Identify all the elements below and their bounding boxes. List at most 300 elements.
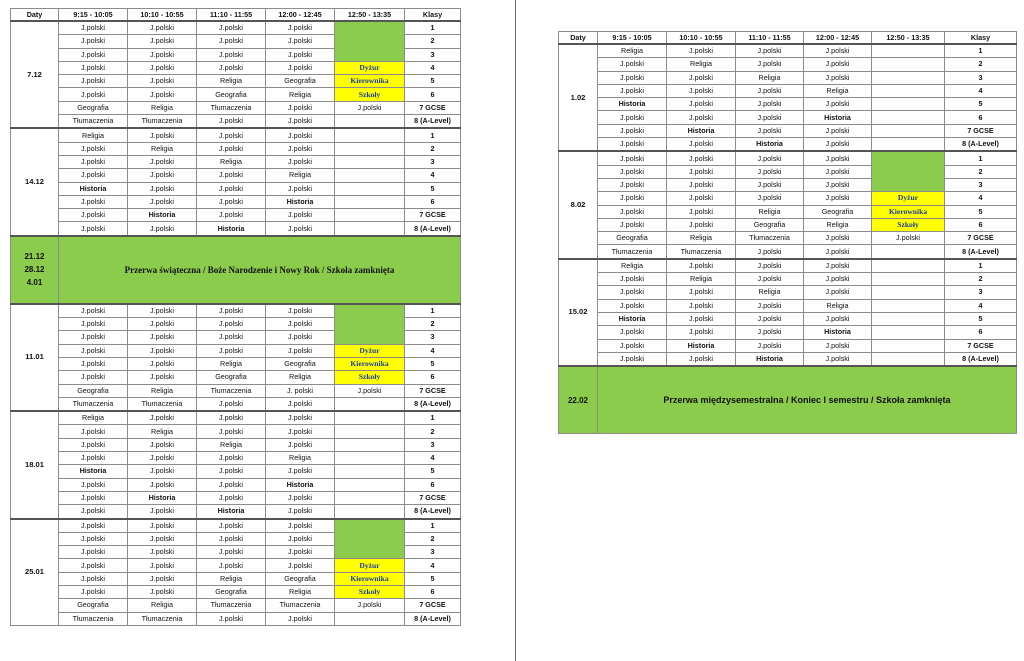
lesson-cell: J.polski xyxy=(804,98,872,111)
lesson-cell: J.polski xyxy=(266,612,335,625)
duty-green-cell xyxy=(335,519,405,559)
table-row xyxy=(559,218,1017,231)
lesson-cell: J.polski xyxy=(598,178,667,191)
table-row xyxy=(11,357,461,370)
lesson-cell: J.polski xyxy=(266,304,335,318)
table-row xyxy=(11,371,461,384)
lesson-cell: J.polski xyxy=(59,546,128,559)
class-cell: 8 (A-Level) xyxy=(405,505,461,519)
table-row xyxy=(11,75,461,88)
lesson-cell: J.polski xyxy=(667,178,736,191)
lesson-cell: J.polski xyxy=(59,572,128,585)
break-date: 28.12 xyxy=(24,265,45,275)
table-row xyxy=(11,169,461,182)
lesson-cell: J.polski xyxy=(197,318,266,331)
lesson-cell: Religia xyxy=(128,384,197,397)
lesson-cell: Historia xyxy=(804,111,872,124)
class-cell: 2 xyxy=(405,318,461,331)
lesson-cell xyxy=(872,312,945,325)
lesson-cell: J.polski xyxy=(266,505,335,519)
duty-green-cell xyxy=(872,151,945,191)
lesson-cell: J.polski xyxy=(804,192,872,205)
lesson-cell: J.polski xyxy=(59,195,128,208)
week-date: 7.12 xyxy=(11,21,59,128)
class-cell: 6 xyxy=(405,478,461,491)
lesson-cell: J.polski xyxy=(667,299,736,312)
lesson-cell: J.polski xyxy=(128,155,197,168)
lesson-cell: J.polski xyxy=(197,128,266,142)
lesson-cell: Historia xyxy=(59,182,128,195)
lesson-cell: Tłumaczenia xyxy=(197,384,266,397)
lesson-cell: J.polski xyxy=(128,452,197,465)
lesson-cell: Religia xyxy=(804,84,872,97)
lesson-cell xyxy=(872,245,945,259)
class-cell: 4 xyxy=(405,169,461,182)
lesson-cell xyxy=(872,98,945,111)
lesson-cell: J.polski xyxy=(598,326,667,339)
class-cell: 1 xyxy=(945,151,1017,165)
lesson-cell: Religia xyxy=(736,71,804,84)
class-cell: 6 xyxy=(945,218,1017,231)
lesson-cell: J.polski xyxy=(266,48,335,61)
class-cell: 3 xyxy=(945,286,1017,299)
table-row xyxy=(559,205,1017,218)
table-row xyxy=(559,124,1017,137)
lesson-cell: J.polski xyxy=(128,572,197,585)
lesson-cell: J.polski xyxy=(59,75,128,88)
lesson-cell: J.polski xyxy=(598,124,667,137)
lesson-cell: J.polski xyxy=(667,352,736,366)
lesson-cell: J.polski xyxy=(266,532,335,545)
class-cell: 5 xyxy=(405,75,461,88)
break-text: Przerwa międzysemestralna / Koniec I semestru / Szkoła zamknięta xyxy=(598,366,1017,434)
table-row xyxy=(559,111,1017,124)
table-row xyxy=(559,98,1017,111)
lesson-cell: Historia xyxy=(266,195,335,208)
lesson-cell: J.polski xyxy=(59,532,128,545)
lesson-cell: J.polski xyxy=(197,331,266,344)
lesson-cell xyxy=(335,505,405,519)
lesson-cell: J.polski xyxy=(667,151,736,165)
lesson-cell: J.polski xyxy=(266,344,335,357)
table-row xyxy=(559,58,1017,71)
duty-label: Kierownika xyxy=(335,357,405,370)
lesson-cell: J.polski xyxy=(335,101,405,114)
lesson-cell: J.polski xyxy=(736,165,804,178)
break-date: 22.02 xyxy=(567,395,589,405)
lesson-cell: Religia xyxy=(128,599,197,612)
table-row xyxy=(559,286,1017,299)
class-cell: 4 xyxy=(405,61,461,74)
lesson-cell: J.polski xyxy=(266,465,335,478)
lesson-cell xyxy=(872,58,945,71)
lesson-cell: Religia xyxy=(59,128,128,142)
lesson-cell: J.polski xyxy=(197,115,266,129)
break-row xyxy=(559,366,1017,434)
class-cell: 5 xyxy=(405,572,461,585)
lesson-cell: J.polski xyxy=(59,169,128,182)
lesson-cell: J.polski xyxy=(266,128,335,142)
duty-label: Dyżur xyxy=(872,192,945,205)
lesson-cell: J.polski xyxy=(128,48,197,61)
lesson-cell: J.polski xyxy=(736,245,804,259)
lesson-cell: J.polski xyxy=(804,138,872,152)
lesson-cell xyxy=(872,326,945,339)
class-cell: 5 xyxy=(405,182,461,195)
lesson-cell: J.polski xyxy=(266,411,335,425)
lesson-cell: J.polski xyxy=(59,304,128,318)
lesson-cell: J.polski xyxy=(197,61,266,74)
table-row xyxy=(11,452,461,465)
week-date: 11.01 xyxy=(11,304,59,411)
lesson-cell: J.polski xyxy=(266,21,335,35)
lesson-cell xyxy=(335,397,405,411)
lesson-cell: J.polski xyxy=(598,58,667,71)
lesson-cell: Historia xyxy=(128,491,197,504)
lesson-cell: J.polski xyxy=(266,35,335,48)
lesson-cell: J.polski xyxy=(197,195,266,208)
table-row xyxy=(559,312,1017,325)
lesson-cell: J.polski xyxy=(598,138,667,152)
table-row xyxy=(559,192,1017,205)
lesson-cell: J.polski xyxy=(804,71,872,84)
header-cell: 12:00 - 12:45 xyxy=(266,9,335,22)
lesson-cell: Religia xyxy=(197,357,266,370)
lesson-cell: J.polski xyxy=(266,222,335,236)
page-divider xyxy=(515,0,516,661)
lesson-cell: J.polski xyxy=(736,124,804,137)
table-row xyxy=(11,411,461,425)
lesson-cell xyxy=(335,128,405,142)
duty-label: Szkoły xyxy=(335,371,405,384)
lesson-cell: J.polski xyxy=(197,465,266,478)
lesson-cell: J.polski xyxy=(197,411,266,425)
table-row xyxy=(11,505,461,519)
lesson-cell: Religia xyxy=(128,425,197,438)
lesson-cell: Historia xyxy=(128,209,197,222)
class-cell: 3 xyxy=(405,546,461,559)
lesson-cell: J.polski xyxy=(598,352,667,366)
class-cell: 2 xyxy=(945,58,1017,71)
duty-label: Szkoły xyxy=(872,218,945,231)
class-cell: 7 GCSE xyxy=(405,101,461,114)
lesson-cell: J.polski xyxy=(667,84,736,97)
lesson-cell: J.polski xyxy=(266,438,335,451)
lesson-cell: J.polski xyxy=(197,425,266,438)
header-cell: 9:15 - 10:05 xyxy=(59,9,128,22)
lesson-cell: Tłumaczenia xyxy=(128,612,197,625)
lesson-cell xyxy=(872,286,945,299)
class-cell: 8 (A-Level) xyxy=(945,245,1017,259)
lesson-cell: J.polski xyxy=(804,352,872,366)
lesson-cell: J.polski xyxy=(598,205,667,218)
lesson-cell: J.polski xyxy=(736,58,804,71)
lesson-cell: Religia xyxy=(667,58,736,71)
lesson-cell: J.polski xyxy=(667,286,736,299)
lesson-cell: J.polski xyxy=(598,299,667,312)
lesson-cell: Geografia xyxy=(266,357,335,370)
lesson-cell: Religia xyxy=(59,411,128,425)
header-cell: 10:10 - 10:55 xyxy=(128,9,197,22)
duty-label: Dyżur xyxy=(335,344,405,357)
lesson-cell: Tłumaczenia xyxy=(128,115,197,129)
lesson-cell: J.polski xyxy=(59,505,128,519)
lesson-cell: J.polski xyxy=(197,182,266,195)
schedule-table-right xyxy=(558,31,1017,434)
lesson-cell: J.polski xyxy=(59,142,128,155)
lesson-cell: J.polski xyxy=(667,165,736,178)
lesson-cell: J.polski xyxy=(197,612,266,625)
class-cell: 2 xyxy=(945,165,1017,178)
class-cell: 1 xyxy=(945,259,1017,273)
lesson-cell: J.polski xyxy=(598,111,667,124)
table-row xyxy=(11,61,461,74)
lesson-cell: J.polski xyxy=(128,331,197,344)
lesson-cell xyxy=(872,339,945,352)
table-row xyxy=(11,101,461,114)
lesson-cell: J.polski xyxy=(598,192,667,205)
class-cell: 3 xyxy=(405,331,461,344)
lesson-cell: J.polski xyxy=(266,209,335,222)
header-cell: Klasy xyxy=(945,32,1017,45)
table-row xyxy=(559,326,1017,339)
break-dates xyxy=(11,236,59,304)
lesson-cell: Religia xyxy=(128,101,197,114)
lesson-cell xyxy=(872,44,945,58)
class-cell: 7 GCSE xyxy=(405,491,461,504)
duty-green-cell xyxy=(335,21,405,61)
class-cell: 4 xyxy=(945,84,1017,97)
class-cell: 8 (A-Level) xyxy=(405,397,461,411)
lesson-cell xyxy=(335,491,405,504)
lesson-cell xyxy=(335,465,405,478)
class-cell: 8 (A-Level) xyxy=(405,115,461,129)
lesson-cell: J.polski xyxy=(128,344,197,357)
table-row xyxy=(559,165,1017,178)
table-row xyxy=(11,425,461,438)
week-date: 15.02 xyxy=(559,259,598,366)
lesson-cell: Religia xyxy=(197,155,266,168)
lesson-cell xyxy=(872,111,945,124)
lesson-cell: J.polski xyxy=(59,331,128,344)
class-cell: 5 xyxy=(945,205,1017,218)
lesson-cell: Religia xyxy=(266,452,335,465)
lesson-cell: J.polski xyxy=(804,312,872,325)
class-cell: 2 xyxy=(405,35,461,48)
lesson-cell: J.polski xyxy=(736,151,804,165)
lesson-cell: J.polski xyxy=(128,505,197,519)
lesson-cell: Geografia xyxy=(59,101,128,114)
header-cell: 12:50 - 13:35 xyxy=(872,32,945,45)
class-cell: 7 GCSE xyxy=(405,599,461,612)
table-row xyxy=(11,182,461,195)
class-cell: 4 xyxy=(405,559,461,572)
table-row xyxy=(559,138,1017,152)
lesson-cell: J.polski xyxy=(197,35,266,48)
duty-label: Kierownika xyxy=(872,205,945,218)
lesson-cell: J.polski xyxy=(804,58,872,71)
lesson-cell: Geografia xyxy=(197,585,266,598)
lesson-cell: J.polski xyxy=(736,192,804,205)
lesson-cell: J.polski xyxy=(667,98,736,111)
lesson-cell: J.polski xyxy=(598,71,667,84)
lesson-cell xyxy=(335,612,405,625)
table-row xyxy=(11,195,461,208)
lesson-cell: J.polski xyxy=(59,61,128,74)
table-row xyxy=(559,352,1017,366)
lesson-cell: Tłumaczenia xyxy=(59,115,128,129)
lesson-cell: J.polski xyxy=(128,35,197,48)
lesson-cell: J.polski xyxy=(266,115,335,129)
lesson-cell xyxy=(335,169,405,182)
lesson-cell xyxy=(335,425,405,438)
lesson-cell: J.polski xyxy=(197,478,266,491)
lesson-cell: J.polski xyxy=(804,245,872,259)
table-row xyxy=(559,339,1017,352)
table-row xyxy=(559,245,1017,259)
lesson-cell: Religia xyxy=(598,44,667,58)
lesson-cell: J.polski xyxy=(59,318,128,331)
lesson-cell: Religia xyxy=(667,273,736,286)
lesson-cell: J.polski xyxy=(197,209,266,222)
table-row xyxy=(11,491,461,504)
class-cell: 3 xyxy=(405,155,461,168)
lesson-cell: J.polski xyxy=(128,75,197,88)
lesson-cell: Tłumaczenia xyxy=(59,397,128,411)
class-cell: 2 xyxy=(405,425,461,438)
table-row xyxy=(559,151,1017,165)
lesson-cell: Tłumaczenia xyxy=(667,245,736,259)
lesson-cell: Tłumaczenia xyxy=(736,232,804,245)
lesson-cell: J.polski xyxy=(335,599,405,612)
table-row xyxy=(11,612,461,625)
lesson-cell: J.polski xyxy=(128,546,197,559)
lesson-cell: J.polski xyxy=(736,273,804,286)
lesson-cell: J.polski xyxy=(804,286,872,299)
table-row xyxy=(11,128,461,142)
lesson-cell: J.polski xyxy=(128,61,197,74)
table-row xyxy=(559,273,1017,286)
class-cell: 6 xyxy=(945,326,1017,339)
lesson-cell: Religia xyxy=(128,142,197,155)
class-cell: 6 xyxy=(945,111,1017,124)
header-cell: Daty xyxy=(559,32,598,45)
table-row xyxy=(11,478,461,491)
class-cell: 8 (A-Level) xyxy=(945,352,1017,366)
lesson-cell: J.polski xyxy=(128,478,197,491)
lesson-cell: J.polski xyxy=(197,452,266,465)
lesson-cell: J.polski xyxy=(197,304,266,318)
lesson-cell: J.polski xyxy=(197,532,266,545)
table-row xyxy=(559,299,1017,312)
lesson-cell: J.polski xyxy=(736,259,804,273)
table-row xyxy=(11,88,461,101)
lesson-cell: J.polski xyxy=(266,519,335,533)
lesson-cell xyxy=(335,438,405,451)
table-row xyxy=(11,519,461,533)
table-row xyxy=(559,44,1017,58)
table-row xyxy=(11,142,461,155)
lesson-cell: J.polski xyxy=(59,88,128,101)
lesson-cell xyxy=(872,124,945,137)
lesson-cell: J.polski xyxy=(266,397,335,411)
week-date: 1.02 xyxy=(559,44,598,151)
header-cell: 10:10 - 10:55 xyxy=(667,32,736,45)
lesson-cell: J.polski xyxy=(266,331,335,344)
lesson-cell xyxy=(872,352,945,366)
lesson-cell: Religia xyxy=(197,572,266,585)
table-row xyxy=(11,585,461,598)
header-cell: 11:10 - 11:55 xyxy=(736,32,804,45)
lesson-cell: Geografia xyxy=(266,75,335,88)
class-cell: 1 xyxy=(945,44,1017,58)
lesson-cell: J.polski xyxy=(59,371,128,384)
lesson-cell: J.polski xyxy=(59,155,128,168)
lesson-cell: J.polski xyxy=(59,222,128,236)
lesson-cell: Geografia xyxy=(266,572,335,585)
lesson-cell: J.polski xyxy=(59,519,128,533)
lesson-cell: J.polski xyxy=(266,559,335,572)
table-row xyxy=(11,222,461,236)
lesson-cell: Historia xyxy=(266,478,335,491)
lesson-cell: J.polski xyxy=(266,546,335,559)
lesson-cell xyxy=(335,115,405,129)
table-row xyxy=(559,71,1017,84)
class-cell: 5 xyxy=(945,98,1017,111)
duty-green-cell xyxy=(335,304,405,344)
class-cell: 1 xyxy=(405,21,461,35)
lesson-cell: J.polski xyxy=(128,304,197,318)
lesson-cell: J.polski xyxy=(804,273,872,286)
lesson-cell: J.polski xyxy=(128,21,197,35)
week-date: 8.02 xyxy=(559,151,598,258)
lesson-cell xyxy=(335,182,405,195)
lesson-cell: J.polski xyxy=(197,546,266,559)
class-cell: 1 xyxy=(405,128,461,142)
lesson-cell: J.polski xyxy=(128,222,197,236)
lesson-cell: Geografia xyxy=(804,205,872,218)
lesson-cell: Tłumaczenia xyxy=(266,599,335,612)
lesson-cell: Religia xyxy=(804,299,872,312)
lesson-cell: J.polski xyxy=(197,519,266,533)
lesson-cell: Historia xyxy=(667,124,736,137)
lesson-cell: J.polski xyxy=(59,48,128,61)
lesson-cell: J.polski xyxy=(59,357,128,370)
lesson-cell: J.polski xyxy=(598,84,667,97)
class-cell: 5 xyxy=(945,312,1017,325)
lesson-cell: J.polski xyxy=(59,438,128,451)
lesson-cell: J.polski xyxy=(266,318,335,331)
lesson-cell: J.polski xyxy=(128,318,197,331)
lesson-cell: Tłumaczenia xyxy=(128,397,197,411)
lesson-cell: Religia xyxy=(266,88,335,101)
lesson-cell: Historia xyxy=(736,352,804,366)
lesson-cell xyxy=(872,71,945,84)
duty-label: Szkoły xyxy=(335,585,405,598)
class-cell: 3 xyxy=(405,48,461,61)
lesson-cell: J.polski xyxy=(804,165,872,178)
lesson-cell: J.polski xyxy=(266,425,335,438)
lesson-cell: J.polski xyxy=(804,259,872,273)
lesson-cell xyxy=(335,452,405,465)
class-cell: 2 xyxy=(405,142,461,155)
class-cell: 1 xyxy=(405,519,461,533)
table-row xyxy=(11,21,461,35)
lesson-cell xyxy=(872,84,945,97)
lesson-cell: J.polski xyxy=(667,259,736,273)
lesson-cell: Tłumaczenia xyxy=(197,101,266,114)
lesson-cell: J.polski xyxy=(804,151,872,165)
